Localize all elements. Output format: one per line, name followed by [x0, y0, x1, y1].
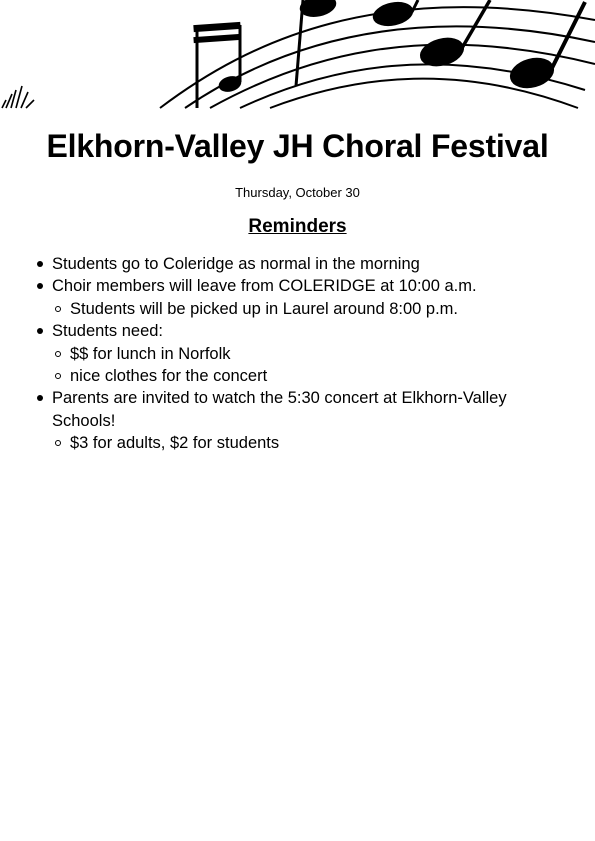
music-notes-banner-icon	[0, 0, 595, 110]
reminders-heading: Reminders	[248, 216, 347, 237]
document-title: Elkhorn-Valley JH Choral Festival	[46, 128, 549, 164]
sub-list-item	[52, 298, 552, 320]
list-item	[52, 320, 552, 387]
sub-reminder-text: $3 for adults, $2 for students	[70, 434, 280, 453]
list-item	[52, 275, 552, 320]
event-date: Thursday, October 30	[235, 185, 360, 200]
sub-reminder-text: nice clothes for the concert	[70, 367, 268, 386]
sub-list	[52, 432, 552, 454]
list-item	[52, 253, 552, 275]
list-item	[52, 387, 552, 454]
reminders-list	[52, 253, 552, 455]
reminder-text: Students go to Coleridge as normal in the morning	[52, 255, 420, 273]
sub-list	[52, 298, 552, 320]
sub-list-item	[52, 432, 552, 454]
sub-reminder-text: $$ for lunch in Norfolk	[70, 344, 231, 363]
reminder-text: Students need:	[52, 322, 164, 341]
sub-list	[52, 343, 552, 388]
sub-list-item	[52, 343, 552, 365]
sub-reminder-text: Students will be picked up in Laurel around 8:00 p.m.	[70, 299, 458, 318]
reminder-text: Parents are invited to watch the 5:30 concert at Elkhorn-Valley Schools!	[52, 389, 507, 430]
reminder-text: Choir members will leave from COLERIDGE at 10:00 a.m.	[52, 277, 477, 296]
sub-list-item	[52, 365, 552, 387]
